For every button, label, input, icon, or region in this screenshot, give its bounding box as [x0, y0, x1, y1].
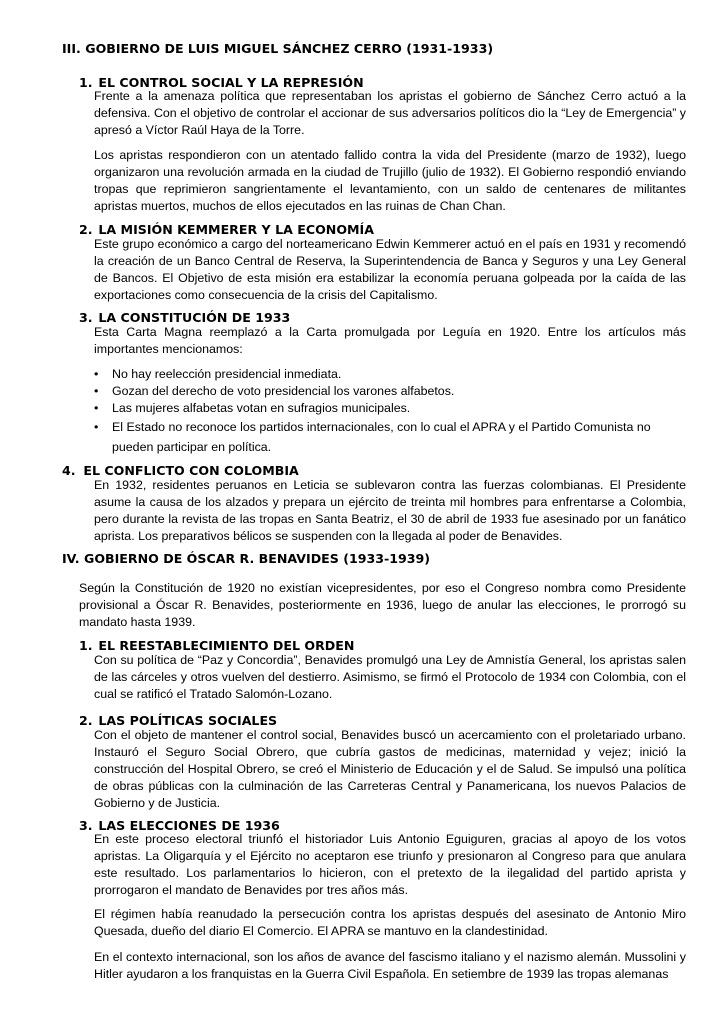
paragraph: En el contexto internacional, son los años de avance del fascismo italiano y el nazismo alemán. Mussolini y Hitler ayudaron a los franquistas en la Guerra Civil Española. En setiembre de 1939 las tropas alemanas: [94, 950, 686, 981]
subheading-reestablecimiento: 1. EL REESTABLECIMIENTO DEL ORDEN: [79, 638, 355, 653]
subheading-control-social: 1. EL CONTROL SOCIAL Y LA REPRESIÓN: [79, 75, 364, 90]
paragraph: Esta Carta Magna reemplazó a la Carta promulgada por Leguía en 1920. Entre los artículos más importantes mencionamos:: [94, 325, 686, 356]
bullet-icon: •: [94, 420, 99, 434]
bullet-icon: •: [94, 384, 99, 398]
paragraph: Con su política de “Paz y Concordia”, Benavides promulgó una Ley de Amnistía General, los apristas salen de las cárceles y otros vuelven del destierro. Asimismo, se firmó el Protocolo de 1934 con Colombia, con el cual se ratificó el Tratado Salomón-Lozano.: [94, 653, 686, 701]
paragraph: Según la Constitución de 1920 no existían vicepresidentes, por eso el Congreso nombra como Presidente provisional a Óscar R. Benavides, posteriormente en 1936, luego de anular las elecciones, le prorrogó su mandato hasta 1939.: [79, 581, 686, 629]
bullet-icon: •: [94, 367, 99, 381]
paragraph: Este grupo económico a cargo del norteamericano Edwin Kemmerer actuó en el país en 1931 y recomendó la creación de un Banco Central de Reserva, la Superintendencia de Banca y Seguros y una Ley General de Bancos. El Objetivo de esta misión era estabilizar la economía peruana golpeada por la caída de las exportaciones como consecuencia de la crisis del Capitalismo.: [94, 237, 686, 302]
list-item: • No hay reelección presidencial inmediata.: [94, 367, 342, 381]
paragraph: Frente a la amenaza política que representaban los apristas el gobierno de Sánchez Cerro actuó a la defensiva. Con el objetivo de controlar el accionar de sus adversarios políticos dio la “Ley de Emergencia” y apresó a Víctor Raúl Haya de la Torre.: [94, 89, 686, 137]
subheading-constitucion-1933: 3. LA CONSTITUCIÓN DE 1933: [79, 310, 291, 325]
bullet-list: [94, 366, 686, 457]
paragraph: En este proceso electoral triunfó el historiador Luis Antonio Eguiguren, gracias al apoyo de los votos apristas. La Oligarquía y el Ejército no aceptaron ese triunfo y presionaron al Congreso para que anulara este resultado. Los parlamentarios lo hicieron, con el pretexto de la ilegalidad del partido aprista y prorrogaron el mandato de Benavides por tres años más.: [94, 832, 686, 897]
list-item: • El Estado no reconoce los partidos internacionales, con lo cual el APRA y el Partido Comunista no pueden participar en política.: [94, 417, 686, 457]
paragraph: El régimen había reanudado la persecución contra los apristas después del asesinato de Antonio Miro Quesada, dueño del diario El Comercio. El APRA se mantuvo en la clandestinidad.: [94, 907, 686, 938]
subheading-elecciones-1936: 3. LAS ELECCIONES DE 1936: [79, 818, 280, 833]
heading-conflicto-colombia: 4. EL CONFLICTO CON COLOMBIA: [62, 463, 299, 478]
subheading-mision-kemmerer: 2. LA MISIÓN KEMMERER Y LA ECONOMÍA: [79, 222, 374, 237]
list-item: • Gozan del derecho de voto presidencial los varones alfabetos.: [94, 384, 455, 398]
paragraph: Con el objeto de mantener el control social, Benavides buscó un acercamiento con el proletariado urbano. Instauró el Seguro Social Obrero, que cubría gastos de medicinas, maternidad y vejez; inició la construcción del Hospital Obrero, se creó el Ministerio de Educación y el de Salud. Se impulsó una política de obras públicas con la culminación de las Carreteras Central y Panamericana, los nuevos Palacios de Gobierno y de Justicia.: [94, 728, 686, 810]
bullet-icon: •: [94, 401, 99, 415]
subheading-politicas-sociales: 2. LAS POLÍTICAS SOCIALES: [79, 713, 278, 728]
paragraph: Los apristas respondieron con un atentado fallido contra la vida del Presidente (marzo de 1932), luego organizaron una revolución armada en la ciudad de Trujillo (julio de 1932). El Gobierno respondió enviando tropas que reprimieron sangrientamente el levantamiento, con un saldo de centenares de militantes apristas muertos, muchos de ellos ejecutados en las ruinas de Chan Chan.: [94, 148, 686, 213]
section-heading-iv: IV. GOBIERNO DE ÓSCAR R. BENAVIDES (1933-1939): [62, 551, 431, 566]
list-item: • Las mujeres alfabetas votan en sufragios municipales.: [94, 401, 411, 415]
paragraph: En 1932, residentes peruanos en Leticia se sublevaron contra las fuerzas colombianas. El Presidente asume la causa de los alzados y prepara un ejército de treinta mil hombres para enfrentarse a Colombia, pero durante la revista de las tropas en Santa Beatriz, el 30 de abril de 1933 fue asesinado por un fanático aprista. Los preparativos bélicos se suspenden con la llegada al poder de Benavides.: [94, 478, 686, 543]
section-heading-iii: III. GOBIERNO DE LUIS MIGUEL SÁNCHEZ CERRO (1931-1933): [62, 41, 494, 56]
